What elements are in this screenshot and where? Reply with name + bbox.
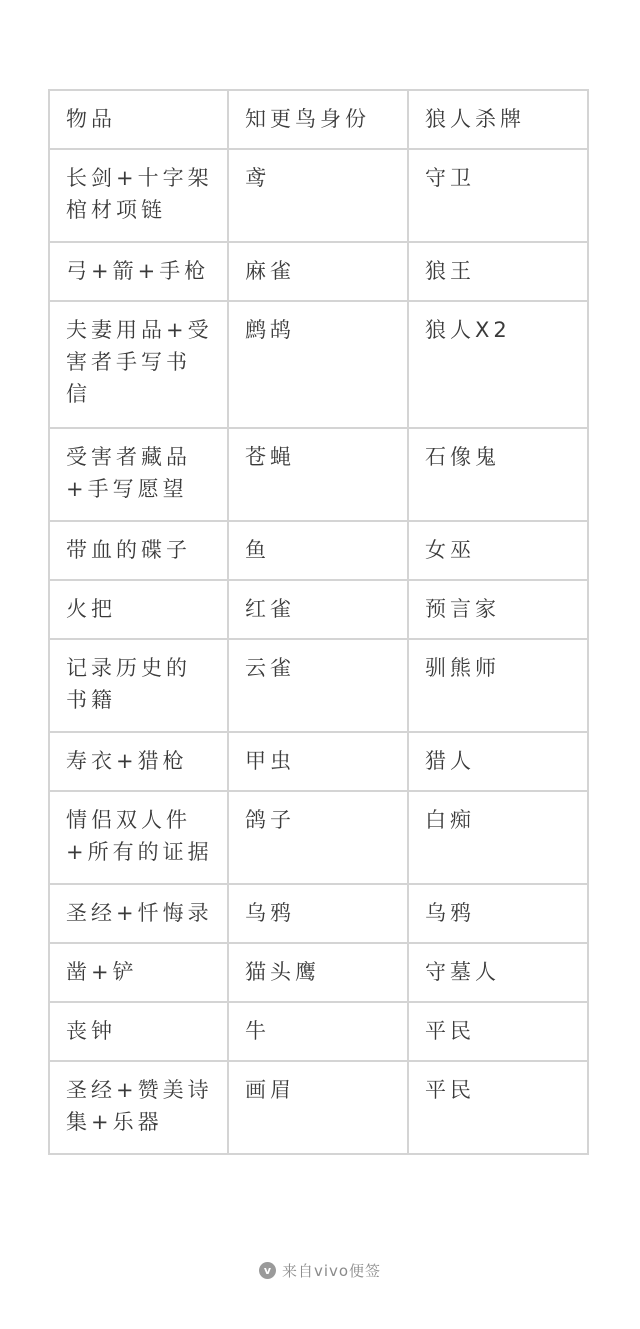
cell-card: 平民 [408,1061,588,1154]
cell-item: 夫妻用品+受害者手写书信 [49,301,228,428]
cell-identity: 苍蝇 [228,428,408,521]
table-row [49,580,588,639]
cell-card: 平民 [408,1002,588,1061]
cell-identity: 乌鸦 [228,884,408,943]
cell-identity: 甲虫 [228,732,408,791]
table-row [49,639,588,732]
table-row [49,149,588,242]
cell-item: 圣经+赞美诗集+乐器 [49,1061,228,1154]
table-row [49,1061,588,1154]
cell-identity: 红雀 [228,580,408,639]
cell-card: 守卫 [408,149,588,242]
footer-watermark [0,1258,640,1282]
cell-identity: 云雀 [228,639,408,732]
footer-source-text: 来自vivo便签 [281,1261,382,1280]
cell-identity: 鱼 [228,521,408,580]
table-body [49,90,588,1154]
cell-card: 预言家 [408,580,588,639]
cell-identity: 鹧鸪 [228,301,408,428]
cell-card: 女巫 [408,521,588,580]
cell-item: 寿衣+猎枪 [49,732,228,791]
table-row [49,428,588,521]
cell-identity: 麻雀 [228,242,408,301]
header-robin-identity: 知更鸟身份 [228,90,408,149]
cell-item: 记录历史的书籍 [49,639,228,732]
table-row [49,732,588,791]
cell-card: 猎人 [408,732,588,791]
cell-identity: 鸽子 [228,791,408,884]
cell-item: 凿+铲 [49,943,228,1002]
table-row [49,242,588,301]
cell-card: 狼王 [408,242,588,301]
cell-item: 情侣双人件+所有的证据 [49,791,228,884]
table-row [49,884,588,943]
cell-identity: 猫头鹰 [228,943,408,1002]
table-row [49,521,588,580]
header-werewolf-card: 狼人杀牌 [408,90,588,149]
cell-item: 火把 [49,580,228,639]
cell-item: 圣经+忏悔录 [49,884,228,943]
cell-item: 弓+箭+手枪 [49,242,228,301]
cell-card: 狼人X2 [408,301,588,428]
cell-item: 长剑+十字架棺材项链 [49,149,228,242]
cell-identity: 画眉 [228,1061,408,1154]
cell-item: 受害者藏品+手写愿望 [49,428,228,521]
header-item: 物品 [49,90,228,149]
cell-identity: 鸢 [228,149,408,242]
table-row [49,791,588,884]
table-row [49,943,588,1002]
table-row [49,301,588,428]
cell-card: 石像鬼 [408,428,588,521]
cell-card: 驯熊师 [408,639,588,732]
cell-item: 丧钟 [49,1002,228,1061]
table-header-row [49,90,588,149]
cell-card: 守墓人 [408,943,588,1002]
vivo-icon: v [259,1262,276,1279]
cell-identity: 牛 [228,1002,408,1061]
cell-card: 乌鸦 [408,884,588,943]
table-row [49,1002,588,1061]
cell-item: 带血的碟子 [49,521,228,580]
note-table [48,89,589,1155]
cell-card: 白痴 [408,791,588,884]
